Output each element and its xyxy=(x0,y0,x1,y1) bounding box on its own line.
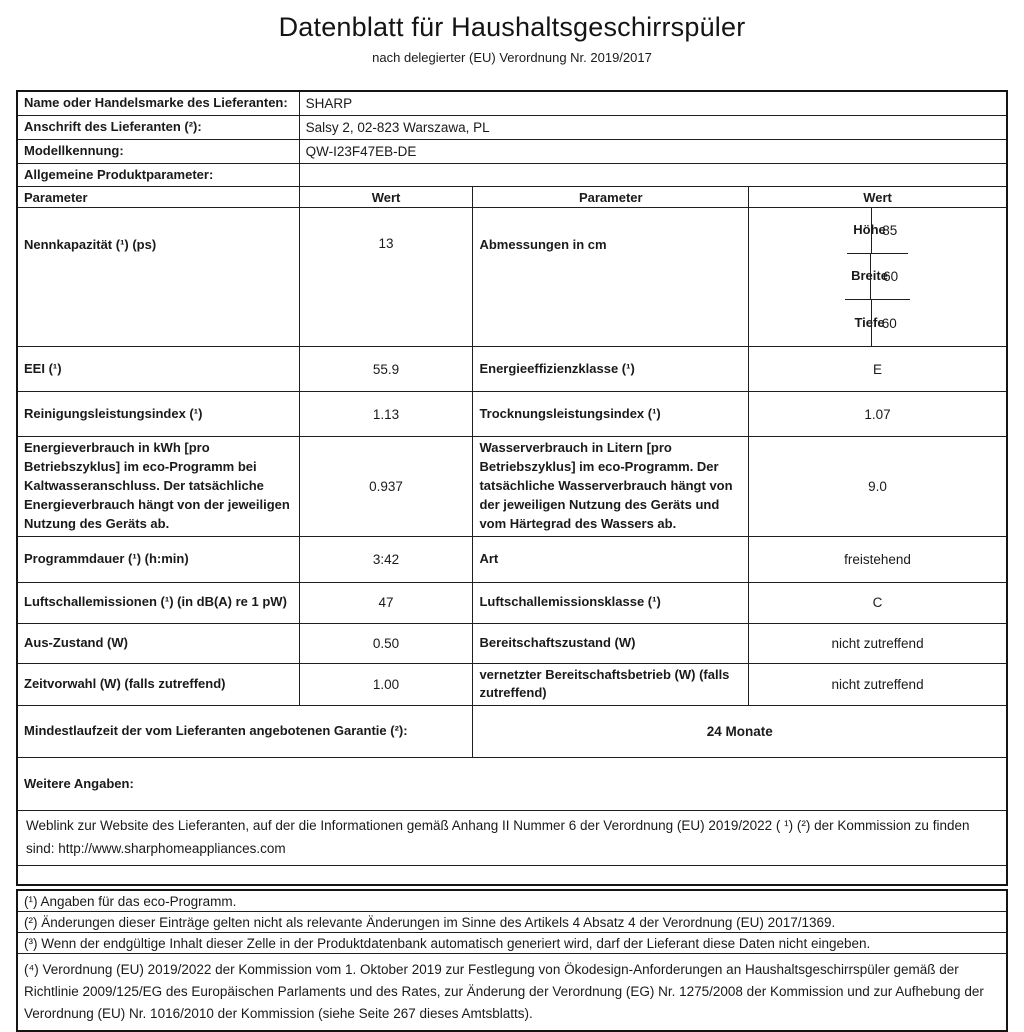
row-value: 1.07 xyxy=(864,406,891,422)
row-value: E xyxy=(873,361,883,377)
row-label: Nennkapazität (¹) (ps) xyxy=(18,208,300,346)
row-label: Bereitschaftszustand (W) xyxy=(473,624,749,663)
row-value: SHARP xyxy=(305,95,353,111)
table-header-row xyxy=(18,187,1006,208)
dimension-row xyxy=(845,254,910,300)
row-label: Trocknungsleistungsindex (¹) xyxy=(473,392,749,436)
page-subtitle: nach delegierter (EU) Verordnung Nr. 2019/2017 xyxy=(372,50,652,65)
table-row xyxy=(18,164,1006,188)
row-label: Aus-Zustand (W) xyxy=(18,624,300,663)
row-value: 55.9 xyxy=(300,347,474,391)
table-row xyxy=(18,347,1006,392)
row-label: Art xyxy=(473,537,749,582)
row-label: Wasserverbrauch in Litern [pro Betriebszyklus] im eco-Programm. Der tatsächliche Wasserverbrauch hängt von der jeweiligen Nutzung des Geräts und vom Härtegrad des Wassers ab. xyxy=(473,437,749,535)
table-row xyxy=(18,583,1006,624)
dimension-name: Höhe xyxy=(847,208,872,253)
row-label: EEI (¹) xyxy=(18,347,300,391)
weblink-row xyxy=(18,811,1006,866)
row-label: Abmessungen in cm xyxy=(473,208,749,346)
row-label: Programmdauer (¹) (h:min) xyxy=(18,537,300,582)
datasheet-table xyxy=(16,90,1008,886)
footnote: (³) Wenn der endgültige Inhalt dieser Zelle in der Produktdatenbank automatisch generiert wird, darf der Lieferant diese Daten nicht eingeben. xyxy=(18,933,1006,954)
footnote: (⁴) Verordnung (EU) 2019/2022 der Kommission vom 1. Oktober 2019 zur Festlegung von Ökodesign-Anforderungen an Haushaltsgeschirrspüler gemäß der Richtlinie 2009/125/EG des Europäischen Parlaments und des Rates, zur Änderung der Verordnung (EG) Nr. 1275/2008 der Kommission und zur Aufhebung der Verordnung (EU) Nr. 1016/2010 der Kommission (siehe Seite 267 dieses Amtsblatts). xyxy=(24,962,984,1021)
row-label: Luftschallemissionsklasse (¹) xyxy=(473,583,749,623)
footnotes-table xyxy=(16,889,1008,1032)
column-header: Parameter xyxy=(473,187,749,207)
row-value: 24 Monate xyxy=(706,724,773,740)
row-label: vernetzter Bereitschaftsbetrieb (W) (falls zutreffend) xyxy=(473,664,749,706)
row-value: nicht zutreffend xyxy=(831,676,924,692)
row-label: Name oder Handelsmarke des Lieferanten: xyxy=(18,92,300,115)
section-label: Weitere Angaben: xyxy=(24,775,134,791)
table-row xyxy=(18,208,1006,347)
row-label: Mindestlaufzeit der vom Lieferanten angebotenen Garantie (²): xyxy=(18,706,473,757)
row-value xyxy=(300,164,1006,187)
row-label: Modellkennung: xyxy=(18,140,300,163)
row-value: freistehend xyxy=(844,551,911,567)
row-value: 13 xyxy=(300,208,474,346)
row-value: 3:42 xyxy=(300,537,474,582)
row-label: Reinigungsleistungsindex (¹) xyxy=(18,392,300,436)
row-value: 1.13 xyxy=(300,392,474,436)
row-label: Luftschallemissionen (¹) (in dB(A) re 1 pW) xyxy=(18,583,300,623)
row-label: Zeitvorwahl (W) (falls zutreffend) xyxy=(18,664,300,706)
table-row xyxy=(18,664,1006,707)
row-value: nicht zutreffend xyxy=(831,635,924,651)
table-row xyxy=(18,624,1006,664)
row-value: 0.50 xyxy=(300,624,474,663)
table-row xyxy=(18,392,1006,437)
row-value: C xyxy=(872,595,883,611)
empty-row xyxy=(18,866,1006,884)
column-header: Wert xyxy=(300,187,474,207)
dimension-row xyxy=(848,300,906,346)
row-label: Anschrift des Lieferanten (²): xyxy=(18,116,300,139)
table-row xyxy=(18,92,1006,116)
row-value: QW-I23F47EB-DE xyxy=(305,143,417,159)
column-header: Parameter xyxy=(18,187,300,207)
page-title: Datenblatt für Haushaltsgeschirrspüler xyxy=(278,12,746,42)
dimension-name: Tiefe xyxy=(848,300,872,346)
dimensions-subtable xyxy=(749,208,1006,346)
empty-cell xyxy=(18,866,1006,884)
dimension-row xyxy=(847,208,908,254)
dimension-name: Breite xyxy=(845,254,871,299)
dimension-value: 60 xyxy=(881,315,897,331)
column-header: Wert xyxy=(863,189,892,205)
row-value: 9.0 xyxy=(868,478,887,494)
table-row xyxy=(18,437,1006,536)
dimension-value: 85 xyxy=(882,223,898,239)
row-label: Energieeffizienzklasse (¹) xyxy=(473,347,749,391)
weblink-text: Weblink zur Website des Lieferanten, auf der die Informationen gemäß Anhang II Nummer 6 der Verordnung (EU) 2019/2022 ( ¹) (²) der Kommission zu finden sind: http://www.sharphomeappliances.com xyxy=(26,818,970,857)
guarantee-row xyxy=(18,706,1006,758)
row-value: 47 xyxy=(300,583,474,623)
table-row xyxy=(18,116,1006,140)
row-value: 0.937 xyxy=(300,437,474,535)
further-info-row xyxy=(18,758,1006,811)
row-value: 1.00 xyxy=(300,664,474,706)
row-label: Energieverbrauch in kWh [pro Betriebszyklus] im eco-Programm bei Kaltwasseranschluss. Der tatsächliche Energieverbrauch hängt von der jeweiligen Nutzung des Geräts ab. xyxy=(18,437,300,535)
footnote: (²) Änderungen dieser Einträge gelten nicht als relevante Änderungen im Sinne des Artikels 4 Absatz 4 der Verordnung (EU) 2017/1369. xyxy=(18,912,1006,933)
table-row xyxy=(18,537,1006,583)
row-value: Salsy 2, 02-823 Warszawa, PL xyxy=(305,119,490,135)
row-label: Allgemeine Produktparameter: xyxy=(18,164,300,187)
dimension-value: 60 xyxy=(883,269,899,285)
footnote: (¹) Angaben für das eco-Programm. xyxy=(18,891,1006,912)
table-row xyxy=(18,140,1006,164)
